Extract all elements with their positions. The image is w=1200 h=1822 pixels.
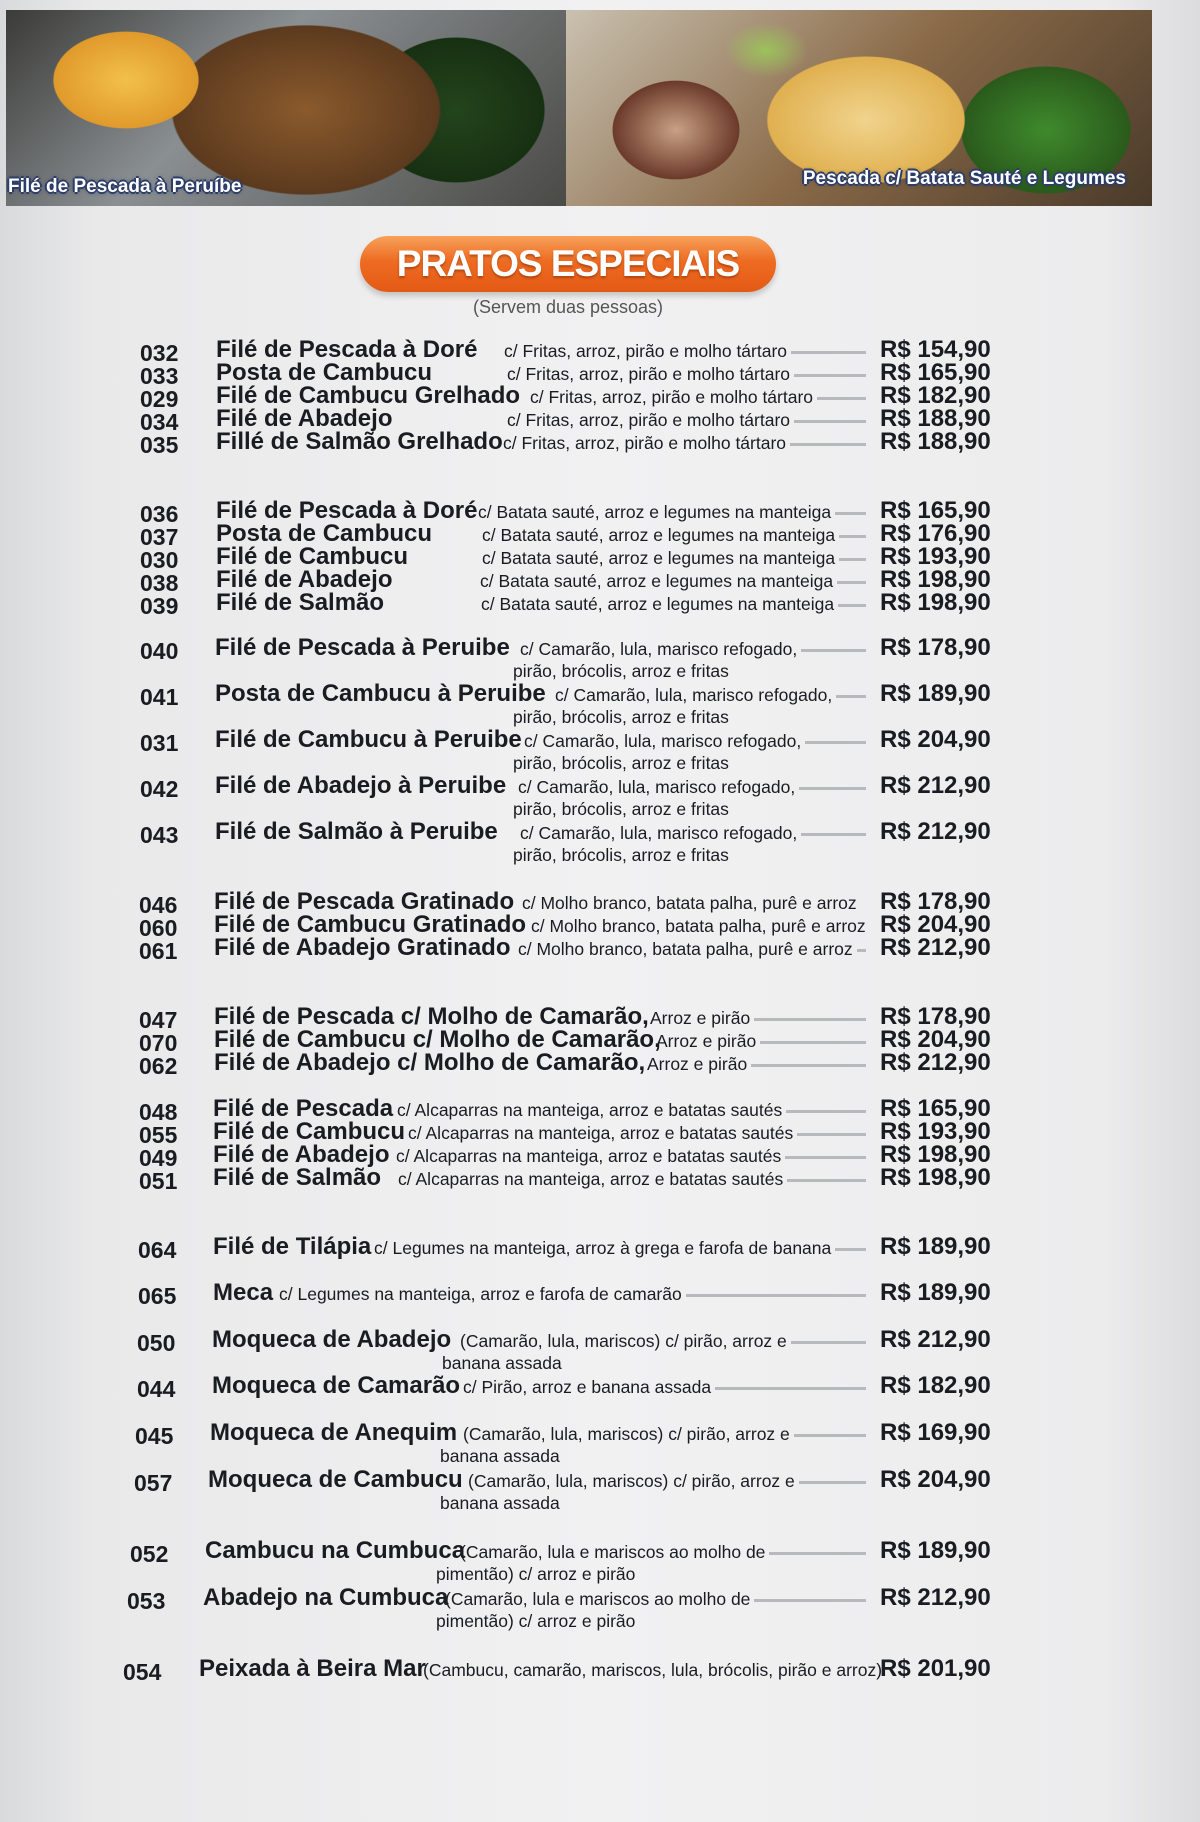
menu-item-leader bbox=[715, 1387, 866, 1390]
menu-item-description: c/ Camarão, lula, marisco refogado, bbox=[555, 685, 833, 705]
menu-item-leader bbox=[799, 1481, 866, 1484]
menu-item-code: 045 bbox=[135, 1423, 174, 1449]
section-title: PRATOS ESPECIAIS bbox=[396, 243, 740, 284]
menu-item-name: Meca bbox=[213, 1279, 274, 1306]
menu-item-code: 047 bbox=[139, 1007, 178, 1033]
menu-item-price: R$ 189,90 bbox=[880, 1537, 991, 1564]
menu-item-price: R$ 204,90 bbox=[880, 1026, 991, 1053]
menu-item-name: Filé de Cambucu à Peruibe bbox=[215, 726, 522, 753]
menu-item-name: Filé de Cambucu bbox=[216, 543, 409, 570]
menu-item-description-cont: pirão, brócolis, arroz e fritas bbox=[513, 753, 729, 773]
menu-item-code: 060 bbox=[139, 915, 178, 941]
menu-item-code: 055 bbox=[139, 1122, 178, 1148]
menu-item-leader bbox=[791, 1341, 866, 1344]
menu-item-leader bbox=[794, 1434, 866, 1437]
menu-item-price: R$ 193,90 bbox=[880, 1118, 991, 1145]
menu-item-price: R$ 212,90 bbox=[880, 818, 991, 845]
menu-item-leader bbox=[835, 1248, 866, 1251]
menu-item-code: 037 bbox=[140, 524, 179, 550]
menu-item-price: R$ 178,90 bbox=[880, 1003, 991, 1030]
menu-item-description: c/ Molho branco, batata palha, purê e arroz bbox=[522, 893, 857, 913]
menu-item-code: 070 bbox=[139, 1030, 178, 1056]
dish-photo-pescada-batata-saute bbox=[566, 10, 1152, 206]
menu-item-description: c/ Alcaparras na manteiga, arroz e batatas sautés bbox=[396, 1146, 782, 1166]
menu-item-price: R$ 169,90 bbox=[880, 1419, 991, 1446]
menu-item-leader bbox=[790, 443, 866, 446]
menu-item-code: 029 bbox=[140, 386, 179, 412]
menu-item-description-cont: pimentão) c/ arroz e pirão bbox=[436, 1564, 636, 1584]
menu-item-leader bbox=[751, 1064, 866, 1067]
menu-item-code: 048 bbox=[139, 1099, 178, 1125]
menu-item-price: R$ 198,90 bbox=[880, 1164, 991, 1191]
menu-item-description: c/ Legumes na manteiga, arroz à grega e farofa de banana bbox=[374, 1238, 832, 1258]
menu-item-description: c/ Fritas, arroz, pirão e molho tártaro bbox=[503, 433, 787, 453]
menu-item-code: 065 bbox=[138, 1283, 177, 1309]
menu-item-description: c/ Legumes na manteiga, arroz e farofa de camarão bbox=[279, 1284, 682, 1304]
menu-item-description: c/ Alcaparras na manteiga, arroz e batatas sautés bbox=[398, 1169, 784, 1189]
menu-item-name: Filé de Salmão à Peruibe bbox=[215, 818, 498, 845]
menu-item-description: c/ Pirão, arroz e banana assada bbox=[463, 1377, 712, 1397]
menu-item-leader bbox=[754, 1018, 866, 1021]
menu-item-description: c/ Alcaparras na manteiga, arroz e batatas sautés bbox=[408, 1123, 794, 1143]
menu-item-code: 052 bbox=[130, 1541, 169, 1567]
menu-item-code: 057 bbox=[134, 1470, 173, 1496]
menu-item-leader bbox=[836, 695, 866, 698]
menu-item-leader bbox=[839, 535, 866, 538]
menu-item-price: R$ 188,90 bbox=[880, 428, 991, 455]
photo-strip bbox=[6, 10, 1152, 206]
menu-item-price: R$ 165,90 bbox=[880, 497, 991, 524]
menu-item-price: R$ 178,90 bbox=[880, 888, 991, 915]
menu-item-description: c/ Camarão, lula, marisco refogado, bbox=[520, 639, 798, 659]
menu-item-name: Filé de Abadejo à Peruibe bbox=[215, 772, 507, 799]
menu-item-name: Moqueca de Anequim bbox=[210, 1419, 458, 1446]
menu-item-price: R$ 212,90 bbox=[880, 1049, 991, 1076]
menu-item-price: R$ 189,90 bbox=[880, 1233, 991, 1260]
menu-item-code: 035 bbox=[140, 432, 179, 458]
menu-item-leader bbox=[797, 1133, 866, 1136]
menu-item-price: R$ 165,90 bbox=[880, 1095, 991, 1122]
menu-item-description: c/ Fritas, arroz, pirão e molho tártaro bbox=[507, 364, 791, 384]
menu-item-name: Moqueca de Camarão bbox=[212, 1372, 461, 1399]
menu-item-description: c/ Molho branco, batata palha, purê e arroz bbox=[531, 916, 866, 936]
menu-item-description: (Camarão, lula, mariscos) c/ pirão, arroz e bbox=[460, 1331, 787, 1351]
menu-item-leader bbox=[857, 949, 866, 952]
menu-item-name: Cambucu na Cumbuca bbox=[205, 1537, 466, 1564]
menu-item-leader bbox=[791, 351, 866, 354]
menu-item-leader bbox=[794, 420, 866, 423]
menu-item-name: Filé de Pescada à Doré bbox=[216, 497, 478, 524]
dish-photo-pescada-peruibe bbox=[6, 10, 566, 206]
section-subtitle: (Servem duas pessoas) bbox=[472, 297, 664, 317]
menu-item-price: R$ 212,90 bbox=[880, 1584, 991, 1611]
menu-item-description: c/ Camarão, lula, marisco refogado, bbox=[520, 823, 798, 843]
menu-item-name: Filé de Pescada c/ Molho de Camarão, bbox=[214, 1003, 649, 1030]
menu-item-leader bbox=[799, 787, 866, 790]
menu-item-code: 033 bbox=[140, 363, 179, 389]
menu-item-price: R$ 201,90 bbox=[880, 1655, 991, 1682]
menu-item-name: Filé de Salmão bbox=[213, 1164, 382, 1191]
menu-item-description: (Camarão, lula, mariscos) c/ pirão, arroz e bbox=[463, 1424, 790, 1444]
menu-item-description-cont: pirão, brócolis, arroz e fritas bbox=[513, 799, 729, 819]
menu-item-price: R$ 189,90 bbox=[880, 1279, 991, 1306]
menu-item-code: 054 bbox=[123, 1659, 162, 1685]
menu-item-code: 064 bbox=[138, 1237, 177, 1263]
menu-item-name: Fillé de Salmão Grelhado bbox=[216, 428, 503, 455]
photo-caption-left: Filé de Pescada à Peruíbe bbox=[8, 176, 242, 197]
menu-item-description-cont: banana assada bbox=[440, 1493, 560, 1513]
menu-item-code: 036 bbox=[140, 501, 179, 527]
menu-item-code: 061 bbox=[139, 938, 178, 964]
menu-item-code: 041 bbox=[140, 684, 179, 710]
menu-item-code: 039 bbox=[140, 593, 179, 619]
menu-item-description: c/ Fritas, arroz, pirão e molho tártaro bbox=[507, 410, 791, 430]
menu-item-name: Filé de Cambucu c/ Molho de Camarão, bbox=[214, 1026, 661, 1053]
menu-item-code: 050 bbox=[137, 1330, 176, 1356]
menu-item-price: R$ 182,90 bbox=[880, 1372, 991, 1399]
menu-item-description: (Camarão, lula e mariscos ao molho de bbox=[460, 1542, 766, 1562]
menu-item-description: c/ Batata sauté, arroz e legumes na manteiga bbox=[482, 525, 836, 545]
menu-item-leader bbox=[769, 1552, 866, 1555]
menu-item-leader bbox=[785, 1156, 866, 1159]
menu-item-code: 032 bbox=[140, 340, 179, 366]
menu-item-code: 030 bbox=[140, 547, 179, 573]
menu-item-name: Filé de Cambucu Grelhado bbox=[216, 382, 521, 409]
menu-item-description: c/ Camarão, lula, marisco refogado, bbox=[524, 731, 802, 751]
menu-item-leader bbox=[786, 1110, 866, 1113]
photo-caption-right: Pescada c/ Batata Sauté e Legumes bbox=[802, 168, 1126, 189]
menu-item-price: R$ 198,90 bbox=[880, 1141, 991, 1168]
menu-item-description-cont: pimentão) c/ arroz e pirão bbox=[436, 1611, 636, 1631]
menu-item-leader bbox=[686, 1294, 866, 1297]
menu-item-description: (Camarão, lula, mariscos) c/ pirão, arroz e bbox=[468, 1471, 795, 1491]
menu-item-description: (Camarão, lula e mariscos ao molho de bbox=[445, 1589, 751, 1609]
menu-item-code: 053 bbox=[127, 1588, 166, 1614]
menu-item-description: Arroz e pirão bbox=[650, 1008, 751, 1028]
menu-item-description: c/ Fritas, arroz, pirão e molho tártaro bbox=[530, 387, 814, 407]
menu-item-name: Posta de Cambucu bbox=[216, 359, 433, 386]
menu-item-code: 034 bbox=[140, 409, 179, 435]
menu-item-name: Filé de Pescada bbox=[213, 1095, 394, 1122]
menu-item-description: c/ Batata sauté, arroz e legumes na manteiga bbox=[482, 548, 836, 568]
menu-item-code: 038 bbox=[140, 570, 179, 596]
menu-item-code: 042 bbox=[140, 776, 179, 802]
menu-item-price: R$ 204,90 bbox=[880, 726, 991, 753]
section-title-badge bbox=[360, 236, 776, 292]
menu-item-code: 044 bbox=[137, 1376, 176, 1402]
menu-item-name: Filé de Pescada à Peruibe bbox=[215, 634, 510, 661]
menu-item-description-cont: pirão, brócolis, arroz e fritas bbox=[513, 661, 729, 681]
menu-item-name: Filé de Abadejo bbox=[213, 1141, 390, 1168]
menu-item-description-cont: pirão, brócolis, arroz e fritas bbox=[513, 707, 729, 727]
menu-item-name: Filé de Abadejo bbox=[216, 405, 393, 432]
menu-item-price: R$ 189,90 bbox=[880, 680, 991, 707]
menu-item-description: Arroz e pirão bbox=[656, 1031, 757, 1051]
menu-item-name: Filé de Cambucu bbox=[213, 1118, 406, 1145]
menu-item-description: c/ Batata sauté, arroz e legumes na manteiga bbox=[481, 594, 835, 614]
menu-item-name: Filé de Pescada à Doré bbox=[216, 336, 478, 363]
menu-item-name: Moqueca de Abadejo bbox=[212, 1326, 452, 1353]
menu-item-leader bbox=[839, 558, 866, 561]
menu-item-price: R$ 198,90 bbox=[880, 589, 991, 616]
menu-item-name: Filé de Salmão bbox=[216, 589, 385, 616]
menu-item-description-cont: banana assada bbox=[442, 1353, 562, 1373]
menu-item-price: R$ 212,90 bbox=[880, 1326, 991, 1353]
menu-item-price: R$ 198,90 bbox=[880, 566, 991, 593]
menu-item-price: R$ 188,90 bbox=[880, 405, 991, 432]
menu-item-leader bbox=[801, 649, 866, 652]
menu-item-description: c/ Alcaparras na manteiga, arroz e batatas sautés bbox=[397, 1100, 783, 1120]
menu-item-price: R$ 165,90 bbox=[880, 359, 991, 386]
menu-item-code: 040 bbox=[140, 638, 179, 664]
menu-item-name: Filé de Cambucu Gratinado bbox=[214, 911, 527, 938]
menu-item-price: R$ 204,90 bbox=[880, 911, 991, 938]
menu-item-price: R$ 193,90 bbox=[880, 543, 991, 570]
menu-item-description: c/ Batata sauté, arroz e legumes na manteiga bbox=[478, 502, 832, 522]
menu-item-description: c/ Fritas, arroz, pirão e molho tártaro bbox=[504, 341, 788, 361]
menu-item-description: (Cambucu, camarão, mariscos, lula, brócolis, pirão e arroz) bbox=[423, 1660, 883, 1680]
menu-item-leader bbox=[754, 1599, 866, 1602]
menu-item-code: 046 bbox=[139, 892, 178, 918]
menu-item-code: 031 bbox=[140, 730, 179, 756]
menu-item-name: Abadejo na Cumbuca bbox=[203, 1584, 449, 1611]
menu-item-leader bbox=[794, 374, 866, 377]
menu-item-leader bbox=[805, 741, 866, 744]
menu-item-price: R$ 178,90 bbox=[880, 634, 991, 661]
menu-item-description: c/ Batata sauté, arroz e legumes na manteiga bbox=[480, 571, 834, 591]
menu-item-name: Posta de Cambucu bbox=[216, 520, 433, 547]
menu-item-leader bbox=[817, 397, 866, 400]
menu-item-name: Filé de Abadejo Gratinado bbox=[214, 934, 511, 961]
menu-item-leader bbox=[787, 1179, 866, 1182]
menu-item-leader bbox=[760, 1041, 866, 1044]
menu-item-name: Peixada à Beira Mar bbox=[199, 1655, 426, 1682]
menu-item-name: Filé de Pescada Gratinado bbox=[214, 888, 515, 915]
menu-item-price: R$ 204,90 bbox=[880, 1466, 991, 1493]
menu-item-price: R$ 154,90 bbox=[880, 336, 991, 363]
menu-item-price: R$ 212,90 bbox=[880, 772, 991, 799]
menu-item-name: Filé de Abadejo bbox=[216, 566, 393, 593]
menu-item-code: 051 bbox=[139, 1168, 178, 1194]
menu-item-code: 062 bbox=[139, 1053, 178, 1079]
menu-item-description: c/ Camarão, lula, marisco refogado, bbox=[518, 777, 796, 797]
menu-item-description: Arroz e pirão bbox=[647, 1054, 748, 1074]
menu-item-leader bbox=[801, 833, 866, 836]
menu-item-leader bbox=[835, 512, 866, 515]
menu-item-name: Filé de Abadejo c/ Molho de Camarão, bbox=[214, 1049, 646, 1076]
menu-item-description-cont: banana assada bbox=[440, 1446, 560, 1466]
menu-item-description: c/ Molho branco, batata palha, purê e arroz bbox=[518, 939, 853, 959]
menu-item-price: R$ 212,90 bbox=[880, 934, 991, 961]
menu-item-name: Posta de Cambucu à Peruibe bbox=[215, 680, 546, 707]
menu-item-name: Moqueca de Cambucu bbox=[208, 1466, 463, 1493]
menu-item-code: 043 bbox=[140, 822, 179, 848]
menu-item-price: R$ 182,90 bbox=[880, 382, 991, 409]
menu-item-leader bbox=[838, 604, 866, 607]
menu-item-price: R$ 176,90 bbox=[880, 520, 991, 547]
menu-item-leader bbox=[837, 581, 866, 584]
menu-item-name: Filé de Tilápia bbox=[213, 1233, 372, 1260]
menu-item-description-cont: pirão, brócolis, arroz e fritas bbox=[513, 845, 729, 865]
menu-item-code: 049 bbox=[139, 1145, 178, 1171]
